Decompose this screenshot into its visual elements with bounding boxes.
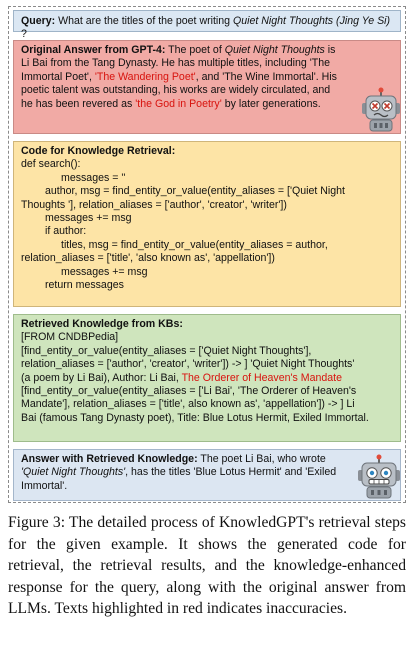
- code-line: return messages: [45, 279, 124, 292]
- code-line: titles, msg = find_entity_or_value(entity_aliases = author,: [61, 238, 328, 251]
- original-answer-poem: Quiet Night Thoughts: [224, 44, 325, 56]
- kb-line: relation_aliases = ['author', 'creator', 'writer']) -> ] 'Quiet Night Thoughts': [21, 358, 355, 371]
- code-line: author, msg = find_entity_or_value(entity_aliases = ['Quiet Night: [45, 185, 345, 198]
- kb-line: [21, 372, 393, 385]
- query-box: [13, 10, 401, 41]
- final-answer-box: [13, 449, 401, 501]
- inaccurate-highlight: The Orderer of Heaven's Mandate: [181, 371, 342, 384]
- query-poem-title: Quiet Night Thoughts (Jing Ye Si): [233, 15, 391, 27]
- original-answer-text: is Li Bai from the Tang Dynasty. He has multiple titles, including 'The Immortal Poet',: [21, 44, 336, 83]
- code-line: def search():: [21, 158, 81, 171]
- code-line: relation_aliases = ['title', 'also known as', 'appellation']): [21, 252, 275, 265]
- original-answer-label: Original Answer from GPT-4:: [21, 44, 166, 56]
- code-line: messages = '': [61, 171, 126, 184]
- inaccurate-highlight: 'The Wandering Poet': [94, 70, 196, 83]
- kb-label-text: Retrieved Knowledge from KBs:: [21, 318, 183, 330]
- kb-line: [FROM CNDBPedia]: [21, 331, 119, 344]
- code-line: messages += msg: [45, 212, 132, 225]
- figure-caption: Figure 3: The detailed process of KnowledGPT's retrieval steps for the given example. It shows the generated code for retrieval, the retrieval results, and the knowledge-enhanced response for the query, along with the original answer from LLMs. Texts highlighted in red indicates inaccuracies.: [8, 514, 406, 618]
- code-line: messages += msg: [61, 265, 148, 278]
- code-label-text: Code for Knowledge Retrieval:: [21, 145, 176, 157]
- code-line: Thoughts '], relation_aliases = ['author', 'creator', 'writer']): [21, 198, 287, 211]
- query-label: Query:: [21, 15, 56, 27]
- original-answer-text: by later generations.: [221, 97, 321, 110]
- final-answer-text: , has the titles 'Blue Lotus Hermit' and 'Exiled Immortal'.: [21, 466, 337, 492]
- kb-label: [21, 318, 393, 331]
- kb-line: Bai (famous Tang Dynasty poet), Title: Blue Lotus Hermit, Exiled Immortal.: [21, 411, 369, 424]
- inaccurate-highlight: 'the God in Poetry': [135, 97, 222, 110]
- query-text-end: ?: [21, 28, 27, 41]
- query-text: What are the titles of the poet writing: [58, 15, 233, 27]
- happy-robot-icon: [357, 454, 401, 500]
- code-label: [21, 145, 393, 158]
- code-box: [13, 141, 401, 307]
- original-answer-box: [13, 40, 401, 134]
- kb-line: [find_entity_or_value(entity_aliases = ['Quiet Night Thoughts'],: [21, 344, 312, 357]
- original-answer-text: The poet of: [165, 44, 225, 56]
- confused-robot-icon: [361, 87, 401, 133]
- retrieved-knowledge-box: [13, 314, 401, 442]
- figure-panel: [8, 6, 406, 503]
- code-line: if author:: [45, 225, 87, 238]
- final-answer-poem: 'Quiet Night Thoughts': [21, 466, 126, 479]
- kb-line: Mandate'], relation_aliases = ['title', also known as', 'appellation']) -> ] Li: [21, 398, 355, 411]
- kb-line: [find_entity_or_value(entity_aliases = ['Li Bai', 'The Orderer of Heaven's: [21, 385, 357, 398]
- original-answer-text: , and 'The Wine Immortal'. His poetic talent was outstanding, his works are widely circulated, and he has been revered as: [21, 70, 337, 110]
- kb-text: (a poem by Li Bai), Author: Li Bai,: [21, 371, 182, 384]
- final-answer-text: The poet Li Bai, who wrote: [197, 453, 326, 465]
- final-answer-label: Answer with Retrieved Knowledge:: [21, 453, 198, 465]
